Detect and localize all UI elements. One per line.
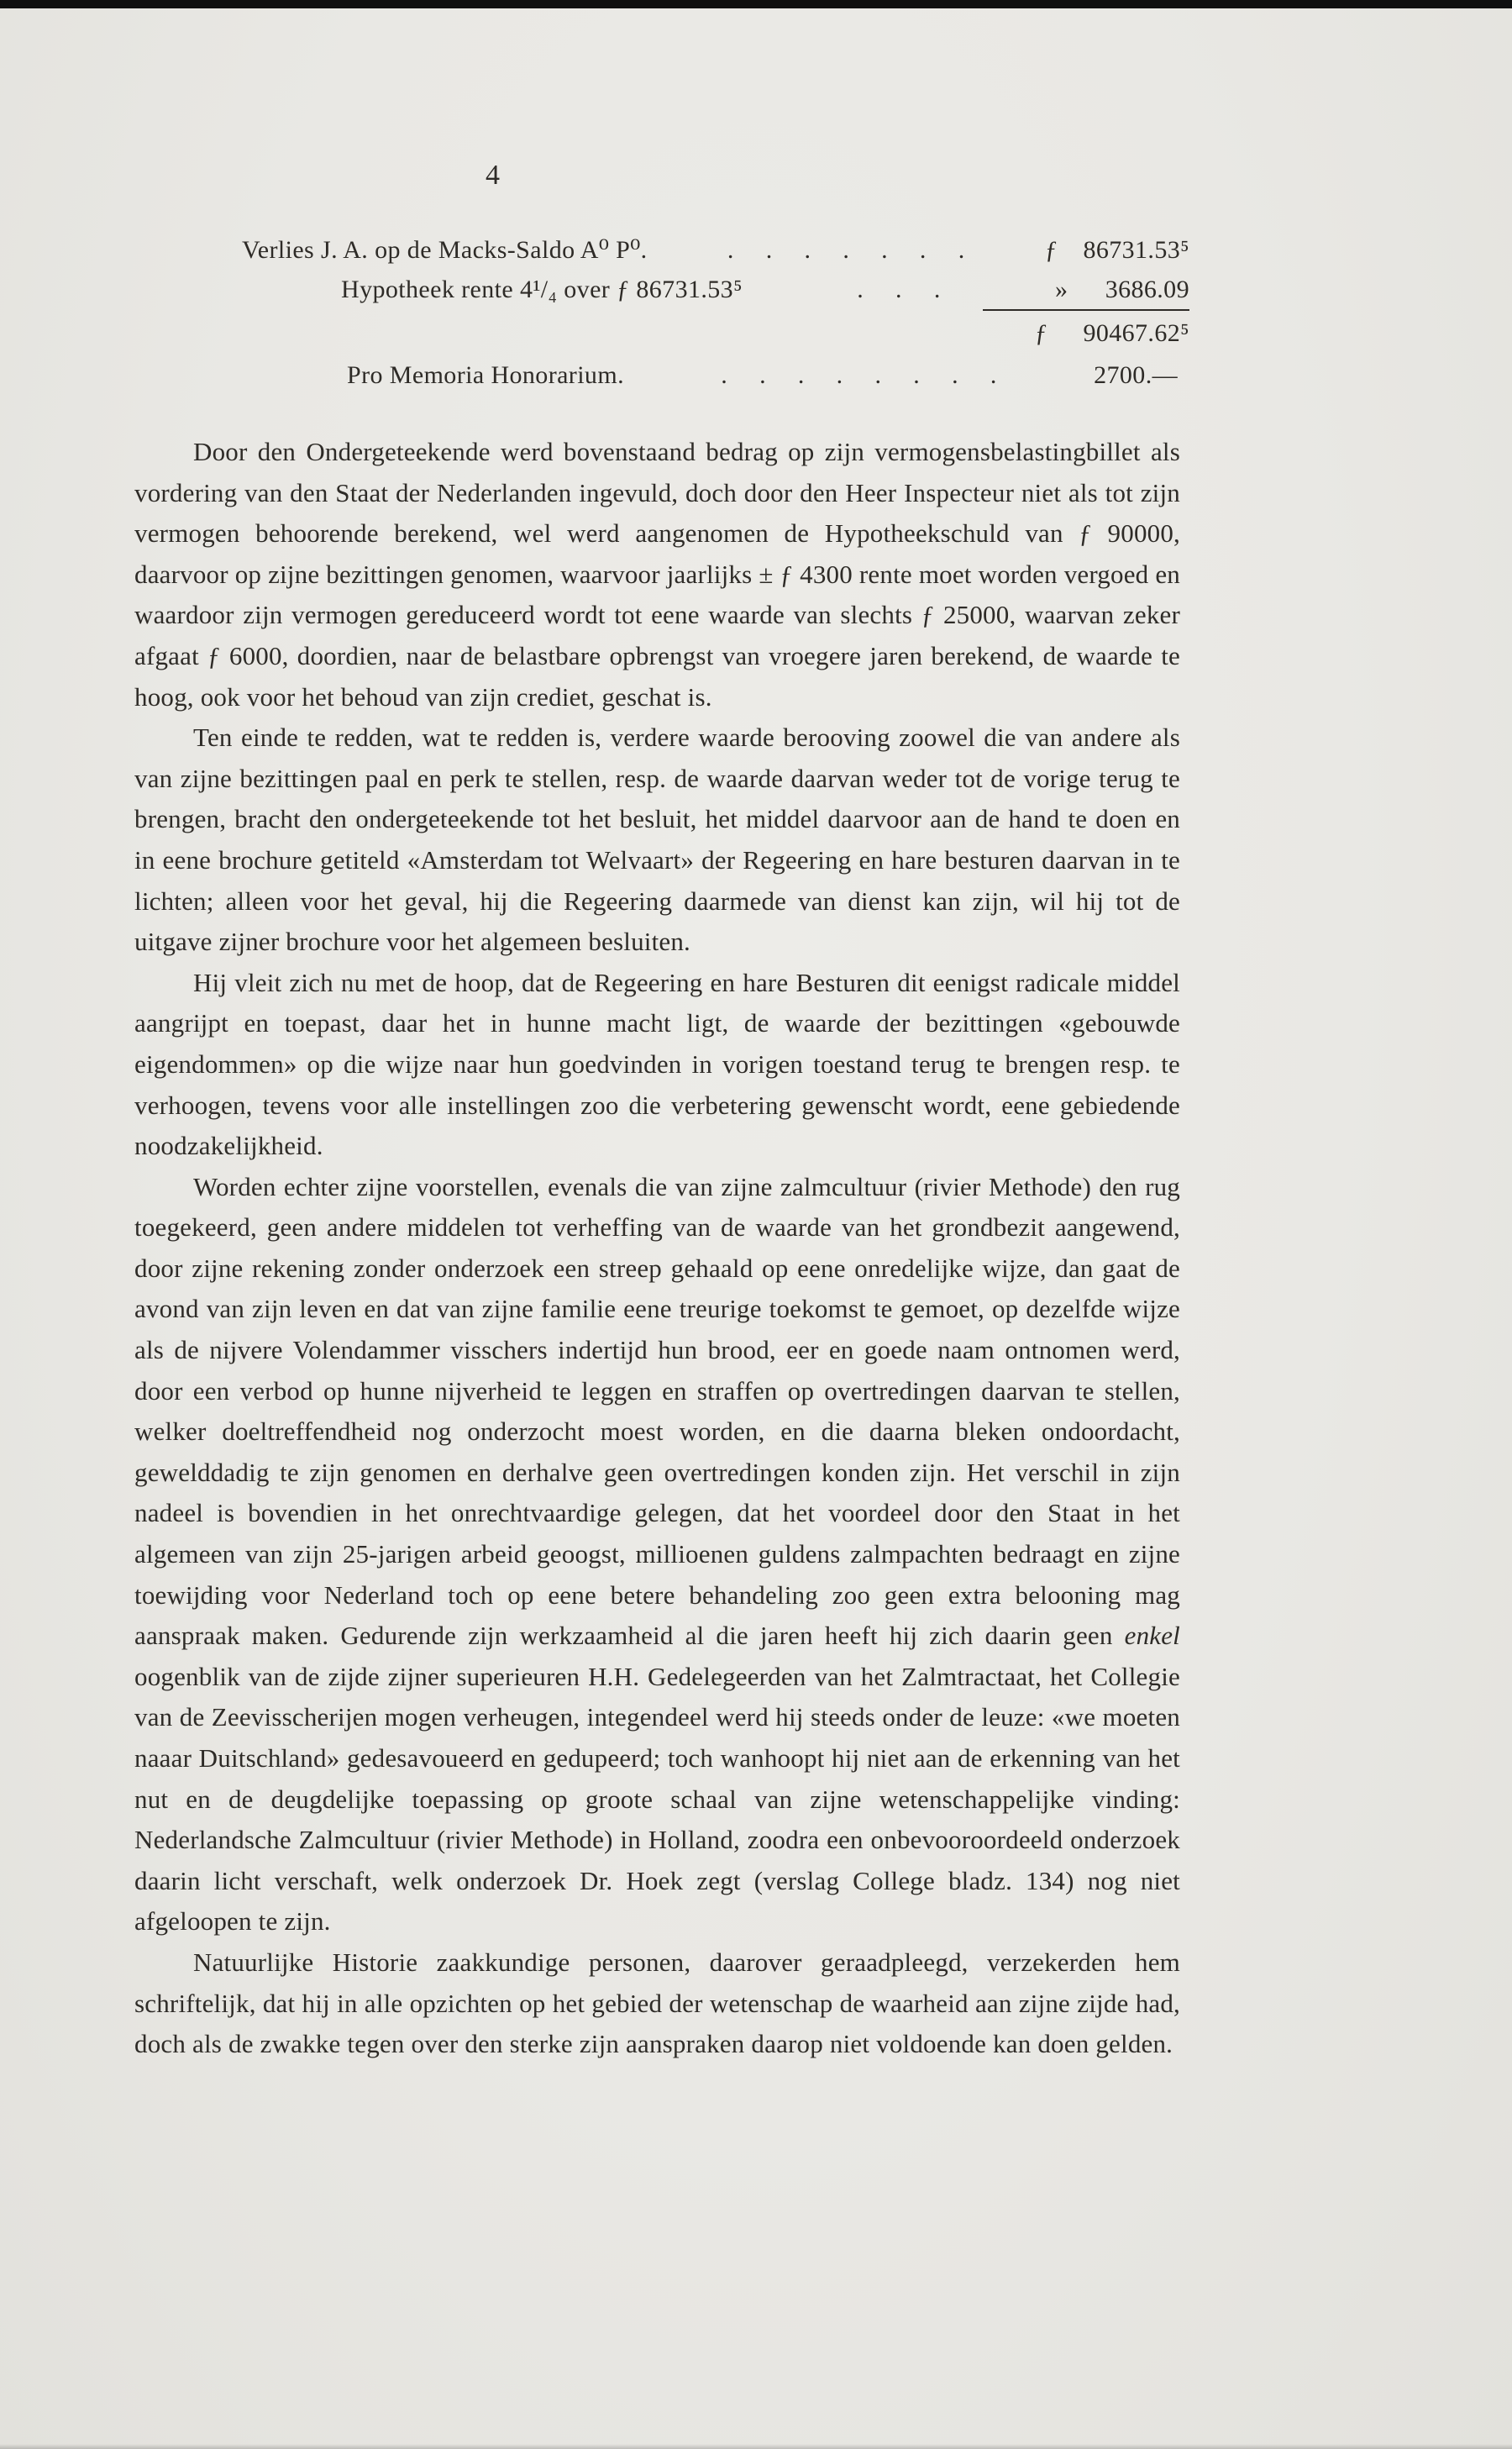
body-text xyxy=(134,432,1180,2065)
statement-amount: 2700.— xyxy=(1094,361,1178,389)
paragraph xyxy=(134,1942,1180,2065)
paragraph-text: Worden echter zijne voorstellen, evenals die van zijne zalmcultuur (rivier Methode) den rug toegekeerd, geen andere middelen tot verheffing van de waarde van het grondbezit aangewend, door zijne rekening zonder onderzoek een streep gehaald op eene onredelijke wijze, dan gaat de avond van zijn leven en dat van zijne familie eene treurige toekomst te gemoet, op dezelfde wijze als de nijvere Volendammer visschers indertijd hun brood, eer en goede naam ontnomen werd, door een verbod op hunne nijverheid te leggen en straffen op overtredingen daarvan te stellen, welker doeltreffendheid nog onderzocht moest worden, en die daarna bleken ondoordacht, gewelddadig te zijn genomen en derhalve geen overtredingen konden zijn. Het verschil in zijn nadeel is bovendien in het onrechtvaardige gelegen, dat het voordeel door den Staat in het algemeen van zijn 25-jarigen arbeid geoogst, millioenen guldens zalmpachten bedraagt en zijne toewijding voor Nederland toch op eene betere behandeling zoo geen extra belooning mag aanspraak maken. Gedurende zijn werkzaamheid al die jaren heeft hij zich daarin geen xyxy=(134,1171,1180,1651)
statement-amount: 3686.09 xyxy=(1105,276,1189,303)
paragraph-text: Door den Ondergeteekende werd bovenstaand bedrag op zijn vermogensbelastingbillet als vordering van den Staat der Nederlanden ingevuld, doch door den Heer Inspecteur niet als tot zijn vermogen behoorende berekend, wel werd aangenomen de Hypotheekschuld van ƒ 90000, daarvoor op zijne bezittingen genomen, waarvoor jaarlijks ± ƒ 4300 rente moet worden vergoed en waardoor zijn vermogen gereduceerd wordt tot eene waarde van slechts ƒ 25000, waarvan zeker afgaat ƒ 6000, doordien, naar de belastbare opbrengst van vroegere jaren berekend, de waarde te hoog, ook voor het behoud van zijn crediet, geschat is. xyxy=(134,437,1180,712)
statement-row xyxy=(347,361,1189,390)
statement-label: Hypotheek rente 4¹/₄ over ƒ 86731.53⁵ xyxy=(341,276,743,303)
statement-label: Verlies J. A. op de Macks-Saldo A⁰ P⁰. xyxy=(242,236,648,264)
currency-symbol: ƒ xyxy=(1045,236,1058,264)
scan-edge-artifact xyxy=(0,0,1512,8)
page-number: 4 xyxy=(486,160,501,191)
paragraph xyxy=(134,963,1180,1167)
scan-edge-artifact xyxy=(0,2444,1512,2449)
dot-leader: . . . . . . . xyxy=(727,236,965,264)
dot-leader: . . . xyxy=(857,276,941,303)
statement-amount-group xyxy=(1045,236,1189,265)
financial-statement xyxy=(134,229,1189,405)
paragraph-text: Hij vleit zich nu met de hoop, dat de Regeering en hare Besturen dit eenigst radicale middel aangrijpt en toepast, daar het in hunne macht ligt, de waarde der bezittingen «gebouwde eigendommen» op die wijze naar hun goedvinden in vorigen toestand terug te brengen resp. te verhoogen, tevens voor alle instellingen zoo die verbetering gewenscht wordt, eene gebiedende noodzakelijkheid. xyxy=(134,967,1180,1161)
dot-leader: . . . . . . . . xyxy=(721,361,997,389)
italic-text: enkel xyxy=(1124,1621,1180,1651)
statement-total-amount: 90467.62⁵ xyxy=(1083,319,1189,347)
paragraph-text: oogenblik van de zijde zijner superieuren H.H. Gedelegeerden van het Zalmtractaat, het Collegie van de Zeevisscherijen mogen verheugen, integendeel werd hij steeds onder de leuze: «we moeten naaar Duitschland» gedesavoueerd en gedupeerd; toch wanhoopt hij niet aan de erkenning van het nut en de deugdelijke toepassing op groote schaal van zijne wetenschappelijke vinding: Nederlandsche Zalmcultuur (rivier Methode) in Holland, zoodra een onbevooroordeeld onderzoek daarin licht verschaft, welk onderzoek Dr. Hoek zegt (verslag College bladz. 134) nog niet afgeloopen te zijn. xyxy=(134,1661,1180,1937)
statement-row xyxy=(341,276,1189,304)
currency-symbol: ƒ xyxy=(1035,319,1048,347)
statement-amount: 86731.53⁵ xyxy=(1083,236,1189,264)
paragraph xyxy=(134,717,1180,963)
paragraph-text: Ten einde te redden, wat te redden is, verdere waarde berooving zoowel die van andere als van zijne bezittingen paal en perk te stellen, resp. de waarde daarvan weder tot de vorige terug te brengen, bracht den ondergeteekende tot het besluit, het middel daarvoor aan de hand te doen en in eene brochure getiteld «Amsterdam tot Welvaart» der Regeering en hare besturen daarvan in te lichten; alleen voor het geval, hij die Regeering daarmede van dienst kan zijn, wil hij tot de uitgave zijner brochure voor het algemeen besluiten. xyxy=(134,723,1180,957)
statement-amount-group xyxy=(1055,276,1189,304)
currency-symbol: » xyxy=(1055,276,1068,303)
paragraph xyxy=(134,432,1180,717)
paragraph xyxy=(134,1167,1180,1942)
statement-label: Pro Memoria Honorarium. xyxy=(347,361,624,389)
paragraph-text: Natuurlijke Historie zaakkundige personen, daarover geraadpleegd, verzekerden hem schriftelijk, dat hij in alle opzichten op het gebied der wetenschap de waarheid aan zijne zijde had, doch als de zwakke tegen over den sterke zijn aanspraken daarop niet voldoende kan doen gelden. xyxy=(134,1947,1180,2059)
statement-total xyxy=(983,309,1189,348)
statement-row xyxy=(242,235,1189,265)
